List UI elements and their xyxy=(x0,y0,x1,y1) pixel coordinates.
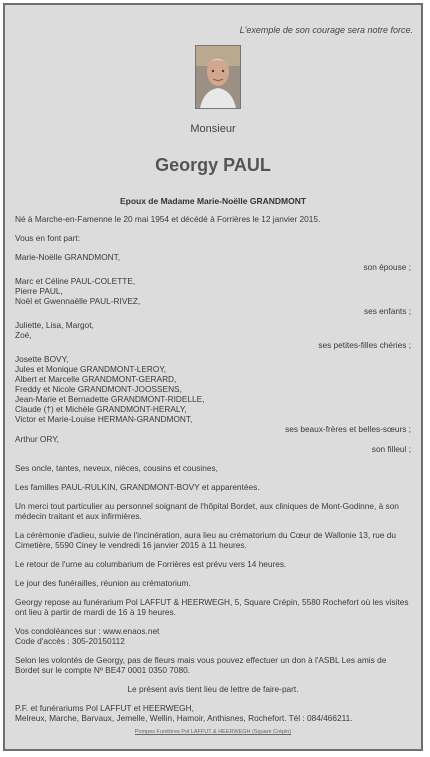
family-member: Pierre PAUL, xyxy=(15,286,63,296)
salutation: Monsieur xyxy=(190,123,236,135)
portrait-photo xyxy=(195,45,241,109)
obituary-body xyxy=(15,214,411,723)
family-role: ses enfants ; xyxy=(363,306,411,316)
family-member: Claude (†) et Michèle GRANDMONT-HERALY, xyxy=(15,404,187,414)
obituary-card xyxy=(3,3,423,751)
family-member: Arthur ORY, xyxy=(15,434,59,444)
paragraph: Les familles PAUL-RULKIN, GRANDMONT-BOVY et apparentées. xyxy=(15,482,260,492)
condolences-line: Vos condoléances sur : www.enaos.net xyxy=(15,626,160,636)
family-role: son épouse ; xyxy=(363,262,411,272)
funeral-home-link[interactable]: Pompes Funèbres Pol LAFFUT & HEERWEGH (Square Crépin) xyxy=(134,729,292,735)
spouse-line: Epoux de Madame Marie-Noëlle GRANDMONT xyxy=(119,196,307,206)
paragraph: Ses oncle, tantes, neveux, nièces, cousins et cousines, xyxy=(15,463,218,473)
family-role: ses beaux-frères et belles-sœurs ; xyxy=(285,424,411,434)
quote-text: L'exemple de son courage sera notre force. xyxy=(239,25,413,35)
family-member: Zoé, xyxy=(15,330,32,340)
portrait-image xyxy=(196,46,240,108)
family-member: Juliette, Lisa, Margot, xyxy=(15,320,94,330)
family-member: Marc et Céline PAUL-COLETTE, xyxy=(15,276,136,286)
deceased-name: Georgy PAUL xyxy=(155,155,271,175)
family-member: Josette BOVY, xyxy=(15,354,69,364)
family-role: son filleul ; xyxy=(371,444,411,454)
family-member: Victor et Marie-Louise HERMAN-GRANDMONT, xyxy=(15,414,193,424)
paragraph: Le jour des funérailles, réunion au crématorium. xyxy=(15,578,191,588)
access-code-line: Code d'accès : 305-20150112 xyxy=(15,636,125,646)
paragraph: Georgy repose au funérarium Pol LAFFUT & HEERWEGH, 5, Square Crépin, 5580 Rochefort où les visites ont lieu à partir de mardi de 16 à 19 heures. xyxy=(15,597,409,617)
funeral-home-line: P.F. et funérariums Pol LAFFUT et HEERWEGH, xyxy=(15,703,194,713)
funeral-home-locations: Melreux, Marche, Barvaux, Jemelle, Wellin, Hamoir, Anthisnes, Rochefort. Tél : 084/466211. xyxy=(15,713,353,723)
family-member: Jules et Monique GRANDMONT-LEROY, xyxy=(15,364,167,374)
family-intro: Vous en font part: xyxy=(15,233,81,243)
paragraph: La cérémonie d'adieu, suivie de l'incinération, aura lieu au crématorium du Cœur de Wallonie 13, rue du Cimetière, 5590 Ciney le vendredi 16 janvier 2015 à 11 heures. xyxy=(15,530,397,550)
family-member: Jean-Marie et Bernadette GRANDMONT-RIDELLE, xyxy=(15,394,205,404)
family-role: ses petites-filles chéries ; xyxy=(318,340,411,350)
paragraph: Le retour de l'urne au columbarium de Forrières est prévu vers 14 heures. xyxy=(15,559,287,569)
family-member: Marie-Noëlle GRANDMONT, xyxy=(15,252,121,262)
family-member: Freddy et Nicole GRANDMONT-JOOSSENS, xyxy=(15,384,182,394)
family-member: Albert et Marcelle GRANDMONT-GERARD, xyxy=(15,374,177,384)
family-member: Noël et Gwennaëlle PAUL-RIVEZ, xyxy=(15,296,141,306)
paragraph: Un merci tout particulier au personnel soignant de l'hôpital Bordet, aux cliniques de Mont-Godinne, à son médecin traitant et aux infirmières. xyxy=(15,501,399,521)
notice-line: Le présent avis tient lieu de lettre de faire-part. xyxy=(127,684,299,694)
birth-death-line: Né à Marche-en-Famenne le 20 mai 1954 et décédé à Forrières le 12 janvier 2015. xyxy=(15,214,321,224)
donation-paragraph: Selon les volontés de Georgy, pas de fleurs mais vous pouvez effectuer un don à l'ASBL Les amis de Bordet sur le compte Nº BE47 0001 0350 7080. xyxy=(15,655,387,675)
